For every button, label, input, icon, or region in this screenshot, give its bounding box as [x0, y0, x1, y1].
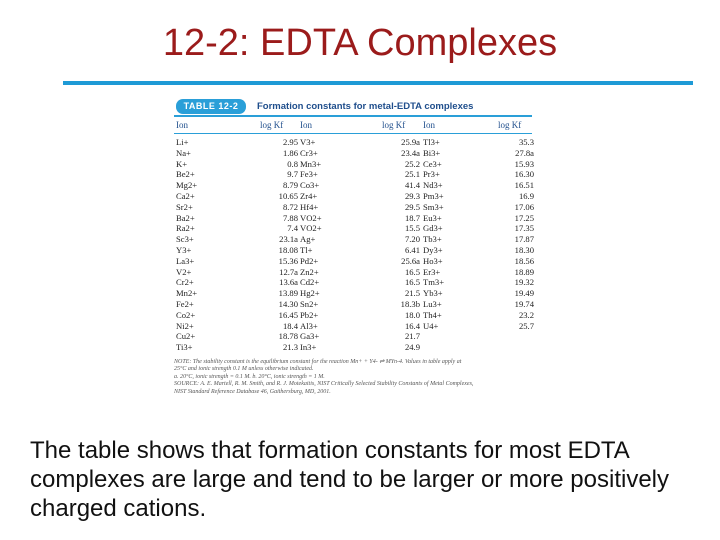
- log-kf-cell: 8.72: [282, 201, 298, 212]
- log-kf-cell: 25.6a: [401, 255, 420, 266]
- log-kf-cell: 16.5: [404, 266, 420, 277]
- log-kf-cell: 19.74: [514, 299, 534, 309]
- ion-cell: Cu2+: [176, 331, 196, 342]
- column-header: log Kf: [382, 120, 406, 130]
- ion-cell: La3+: [176, 255, 195, 266]
- ion-cell: Mg2+: [176, 180, 198, 191]
- log-kf-cell: 9.7: [287, 169, 298, 180]
- log-kf-cell: 16.30: [514, 169, 534, 180]
- ion-cell: Ca2+: [176, 191, 195, 201]
- log-kf-cell: 35.3: [518, 137, 534, 147]
- ion-cell: Er3+: [423, 266, 441, 277]
- ion-cell: U4+: [423, 320, 439, 331]
- ion-cell: Cr3+: [300, 147, 318, 158]
- ion-cell: Fe2+: [176, 299, 194, 309]
- table-row: [170, 159, 536, 170]
- log-kf-cell: 0.8: [287, 158, 298, 169]
- ion-cell: Be2+: [176, 169, 195, 180]
- ion-cell: In3+: [300, 342, 317, 353]
- table-row: [170, 191, 536, 202]
- ion-cell: Tl+: [300, 245, 313, 255]
- log-kf-cell: 27.8a: [515, 147, 534, 158]
- table-row: [170, 267, 536, 278]
- log-kf-cell: 21.3: [282, 342, 298, 353]
- log-kf-cell: 7.4: [287, 223, 298, 234]
- log-kf-cell: 18.78: [278, 331, 298, 342]
- table-row: [170, 331, 536, 342]
- footnote-line: a. 20°C, ionic strength = 0.1 M. b. 20°C, ionic strength = 1 M.: [174, 373, 325, 380]
- log-kf-cell: 13.89: [278, 288, 298, 299]
- log-kf-cell: 16.4: [404, 320, 420, 331]
- ion-cell: Dy3+: [423, 245, 443, 255]
- log-kf-cell: 16.5: [404, 277, 420, 288]
- log-kf-cell: 19.32: [514, 277, 534, 288]
- ion-cell: Nd3+: [423, 180, 443, 191]
- log-kf-cell: 18.3b: [400, 299, 420, 309]
- ion-cell: Ga3+: [300, 331, 320, 342]
- log-kf-cell: 23.2: [518, 309, 534, 320]
- log-kf-cell: 41.4: [404, 180, 420, 191]
- ion-cell: Bi3+: [423, 147, 441, 158]
- table-row: [170, 277, 536, 288]
- ion-cell: Sr2+: [176, 201, 193, 212]
- table-row: [170, 288, 536, 299]
- log-kf-cell: 16.45: [278, 309, 298, 320]
- ion-cell: Fe3+: [300, 169, 318, 180]
- ion-cell: Y3+: [176, 245, 192, 255]
- ion-cell: K+: [176, 158, 188, 169]
- log-kf-cell: 13.6a: [279, 277, 298, 288]
- ion-cell: Ra2+: [176, 223, 195, 234]
- ion-cell: Sc3+: [176, 234, 194, 245]
- ion-cell: Pd2+: [300, 255, 319, 266]
- log-kf-cell: 18.0: [404, 309, 420, 320]
- ion-cell: Zr4+: [300, 191, 318, 201]
- column-header: Ion: [300, 120, 312, 130]
- table-row: [170, 137, 536, 148]
- ion-cell: Tl3+: [423, 137, 440, 147]
- table-row: [170, 342, 536, 353]
- table-column-headers: [170, 118, 536, 132]
- table-row: [170, 256, 536, 267]
- ion-cell: Cr2+: [176, 277, 194, 288]
- footnote-line: SOURCE: A. E. Martell, R. M. Smith, and R. J. Motekaitis, NIST Critically Selected Stability Constants of Metal Complexes,: [174, 381, 474, 388]
- log-kf-cell: 17.87: [514, 234, 534, 245]
- log-kf-cell: 15.5: [404, 223, 420, 234]
- ion-cell: Sm3+: [423, 201, 444, 212]
- log-kf-cell: 18.30: [514, 245, 534, 255]
- log-kf-cell: 7.88: [282, 212, 298, 223]
- slide-title: 12-2: EDTA Complexes: [162, 22, 558, 64]
- log-kf-cell: 8.79: [282, 180, 298, 191]
- log-kf-cell: 14.30: [278, 299, 298, 309]
- ion-cell: Ho3+: [423, 255, 443, 266]
- ion-cell: Pm3+: [423, 191, 444, 201]
- ion-cell: Eu3+: [423, 212, 442, 223]
- log-kf-cell: 1.86: [282, 147, 298, 158]
- ion-cell: Yb3+: [423, 288, 443, 299]
- log-kf-cell: 18.89: [514, 266, 534, 277]
- log-kf-cell: 18.08: [278, 245, 298, 255]
- table-row: [170, 234, 536, 245]
- ion-cell: Hg2+: [300, 288, 320, 299]
- ion-cell: Tm3+: [423, 277, 445, 288]
- table-header-rule: [174, 133, 532, 134]
- ion-cell: Mn2+: [176, 288, 198, 299]
- table-row: [170, 202, 536, 213]
- footnote-line: NOTE: The stability constant is the equilibrium constant for the reaction Mn+ + Y4- ⇌ MYn-4. Values in table apply at: [174, 359, 462, 365]
- log-kf-cell: 25.2: [404, 158, 420, 169]
- log-kf-cell: 18.7: [404, 212, 420, 223]
- column-header: log Kf: [260, 120, 284, 130]
- log-kf-cell: 21.5: [404, 288, 420, 299]
- table-row: [170, 310, 536, 321]
- log-kf-cell: 18.4: [282, 320, 298, 331]
- table-row: [170, 169, 536, 180]
- ion-cell: Co3+: [300, 180, 320, 191]
- log-kf-cell: 7.20: [404, 234, 420, 245]
- ion-cell: Cd2+: [300, 277, 320, 288]
- title-divider: [63, 81, 693, 85]
- ion-cell: Hf4+: [300, 201, 319, 212]
- ion-cell: V2+: [176, 266, 192, 277]
- table-row: [170, 223, 536, 234]
- ion-cell: Pb2+: [300, 309, 319, 320]
- table-row: [170, 180, 536, 191]
- table-row: [170, 213, 536, 224]
- log-kf-cell: 17.06: [514, 201, 534, 212]
- table-row: [170, 299, 536, 310]
- table-header: [172, 98, 534, 112]
- log-kf-cell: 10.65: [278, 191, 298, 201]
- log-kf-cell: 21.7: [404, 331, 420, 342]
- log-kf-cell: 2.95: [282, 137, 298, 147]
- log-kf-cell: 17.25: [514, 212, 534, 223]
- log-kf-cell: 25.9a: [401, 137, 420, 147]
- body-text: The table shows that formation constants for most EDTA complexes are large and tend to be larger or more positively charged cations.: [30, 437, 669, 522]
- ion-cell: Co2+: [176, 309, 196, 320]
- ion-cell: Al3+: [300, 320, 318, 331]
- ion-cell: Th4+: [423, 309, 442, 320]
- log-kf-cell: 25.1: [404, 169, 420, 180]
- log-kf-cell: 15.36: [278, 255, 298, 266]
- log-kf-cell: 23.4a: [401, 147, 420, 158]
- ion-cell: Ag+: [300, 234, 316, 245]
- log-kf-cell: 25.7: [518, 320, 534, 331]
- ion-cell: Pr3+: [423, 169, 440, 180]
- ion-cell: Ce3+: [423, 158, 442, 169]
- ion-cell: Li+: [176, 137, 189, 147]
- table-caption: Formation constants for metal-EDTA complexes: [257, 101, 474, 112]
- log-kf-cell: 16.51: [514, 180, 534, 191]
- log-kf-cell: 12.7a: [279, 266, 298, 277]
- table-badge: TABLE 12-2: [176, 99, 246, 114]
- ion-cell: V3+: [300, 137, 316, 147]
- ion-cell: Tb3+: [423, 234, 442, 245]
- log-kf-cell: 29.3: [404, 191, 420, 201]
- column-header: Ion: [176, 120, 188, 130]
- column-header: log Kf: [498, 120, 522, 130]
- log-kf-cell: 19.49: [514, 288, 534, 299]
- ion-cell: Lu3+: [423, 299, 442, 309]
- log-kf-cell: 18.56: [514, 255, 534, 266]
- footnote-line: NIST Standard Reference Database 46, Gaithersburg, MD, 2001.: [174, 388, 331, 395]
- ion-cell: Na+: [176, 147, 191, 158]
- log-kf-cell: 16.9: [518, 191, 534, 201]
- log-kf-cell: 29.5: [404, 201, 420, 212]
- formation-constants-table: [170, 96, 536, 426]
- table-row: [170, 245, 536, 256]
- column-header: Ion: [423, 120, 435, 130]
- log-kf-cell: 15.93: [514, 158, 534, 169]
- ion-cell: Gd3+: [423, 223, 443, 234]
- footnote-line: 25°C and ionic strength 0.1 M unless otherwise indicated.: [174, 366, 314, 373]
- ion-cell: Ni2+: [176, 320, 194, 331]
- ion-cell: Sn2+: [300, 299, 319, 309]
- ion-cell: VO2+: [300, 223, 322, 234]
- ion-cell: Ba2+: [176, 212, 195, 223]
- ion-cell: VO2+: [300, 212, 322, 223]
- log-kf-cell: 17.35: [514, 223, 534, 234]
- log-kf-cell: 24.9: [404, 342, 420, 353]
- log-kf-cell: 6.41: [404, 245, 420, 255]
- ion-cell: Zn2+: [300, 266, 319, 277]
- log-kf-cell: 23.1a: [279, 234, 298, 245]
- table-row: [170, 148, 536, 159]
- ion-cell: Ti3+: [176, 342, 193, 353]
- ion-cell: Mn3+: [300, 158, 322, 169]
- table-row: [170, 321, 536, 332]
- table-top-rule: [174, 115, 532, 117]
